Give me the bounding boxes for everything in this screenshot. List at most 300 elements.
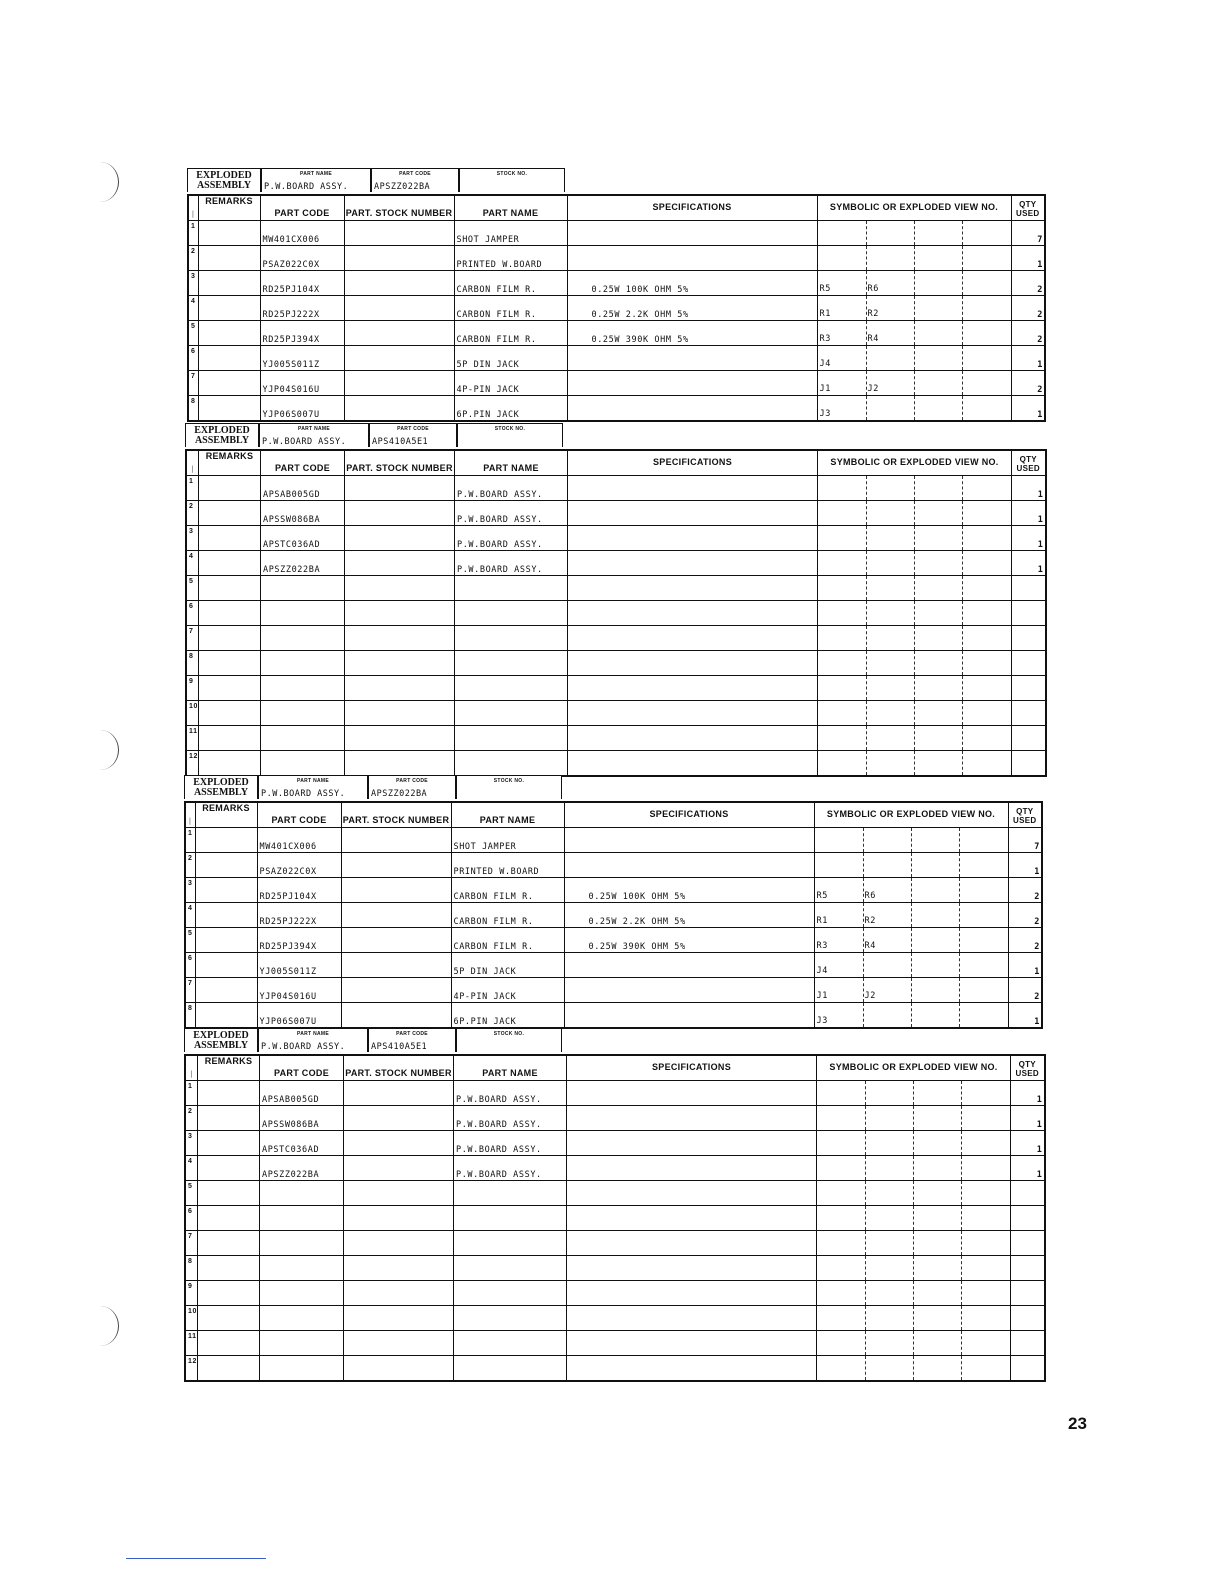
assembly-part-name: P.W.BOARD ASSY. [261,789,346,799]
table-row [185,903,1042,928]
part-stock-number-cell [345,651,455,676]
symbol-ref-2: R4 [864,941,876,951]
part-code-header-label: PART CODE [396,778,428,784]
symbolic-view-header: SYMBOLIC OR EXPLODED VIEW NO. [818,450,1012,476]
symbol-ref-1: R5 [819,284,831,294]
symbolic-cell [817,246,1011,271]
symbolic-cell [817,1106,1011,1131]
symbol-ref-2: R6 [867,284,879,294]
assembly-stock-no-cell [456,1028,562,1052]
assembly-header [187,168,1046,194]
part-code-cell: RD25PJ222X [257,903,341,928]
specifications-cell [568,676,818,701]
remarks-cell [198,1281,260,1306]
qty-used-cell [1012,601,1046,626]
part-code-cell: APSAB005GD [261,476,345,501]
part-name-cell [454,1356,567,1382]
table-row [186,501,1046,526]
qty-label: QTY [1016,807,1034,816]
item-number: 4 [185,1156,198,1181]
exploded-assembly-cell [184,1028,258,1052]
assembly-stock-no-cell [457,423,563,447]
specifications-cell [564,978,814,1003]
item-number: 1 [185,828,195,853]
part-name-cell [455,651,568,676]
part-stock-number-cell [345,751,455,777]
part-stock-number-cell [345,526,455,551]
exploded-assembly-cell [187,168,261,192]
remarks-cell [199,751,261,777]
symbolic-cell [817,1156,1011,1181]
part-name-cell [454,1206,567,1231]
part-code-cell: APSAB005GD [260,1081,344,1106]
qty-used-cell [1012,576,1046,601]
part-name-cell: SHOT JAMPER [451,828,564,853]
symbolic-cell [814,878,1008,903]
item-number: 5 [185,928,195,953]
specifications-cell [567,1256,817,1281]
part-name-header: PART NAME [454,195,567,221]
assembly-part-name: P.W.BOARD ASSY. [261,1042,346,1052]
symbolic-cell [817,1356,1011,1382]
part-code-cell [260,1231,344,1256]
part-name-cell: CARBON FILM R. [454,296,567,321]
part-name-cell: CARBON FILM R. [454,271,567,296]
table-row [188,371,1045,396]
part-name-cell: PRINTED W.BOARD [451,853,564,878]
table-row [185,1206,1045,1231]
qty-used-cell: 1 [1011,346,1045,371]
remarks-cell [198,1081,260,1106]
stock-no-header-label: STOCK NO. [493,778,525,784]
qty-used-cell: 1 [1011,1156,1045,1181]
qty-used-cell: 2 [1011,371,1045,396]
qty-used-cell [1011,1281,1045,1306]
table-row [185,953,1042,978]
item-number: 5 [185,1181,198,1206]
assembly-part-code: APSZZ022BA [371,789,428,799]
qty-used-cell: 2 [1008,903,1042,928]
qty-used-cell: 1 [1011,1106,1045,1131]
part-stock-number-cell [344,1106,454,1131]
assembly-part-code-cell [371,168,459,192]
part-code-cell: YJP06S007U [257,1003,341,1029]
item-number: 2 [188,246,198,271]
table-row [185,1003,1042,1029]
specifications-cell [567,1206,817,1231]
symbolic-cell [817,1281,1011,1306]
part-name-header-label: PART NAME [299,171,333,177]
table-row [185,1331,1045,1356]
part-name-cell: 4P-PIN JACK [451,978,564,1003]
item-number: 8 [185,1256,198,1281]
part-stock-number-cell [344,396,454,422]
specifications-cell [568,726,818,751]
part-name-header-label: PART NAME [297,426,331,432]
part-stock-number-cell [344,1156,454,1181]
part-stock-number-cell [344,1206,454,1231]
qty-used-cell: 2 [1008,878,1042,903]
symbolic-cell [817,1231,1011,1256]
table-row [186,726,1046,751]
symbolic-view-header: SYMBOLIC OR EXPLODED VIEW NO. [817,1055,1011,1081]
part-code-cell: RD25PJ394X [257,928,341,953]
part-stock-number-header: PART. STOCK NUMBER [341,802,451,828]
item-number: 2 [186,501,199,526]
table-row [186,476,1046,501]
parts-block [184,1028,1046,1382]
footer-rule [126,1558,266,1559]
remarks-cell [195,903,257,928]
symbolic-cell [817,271,1011,296]
qty-used-cell [1012,626,1046,651]
part-name-cell: P.W.BOARD ASSY. [454,1131,567,1156]
remarks-cell [198,1331,260,1356]
part-code-header-label: PART CODE [397,426,429,432]
part-name-cell: CARBON FILM R. [451,878,564,903]
exploded-label: EXPLODED [193,1030,249,1041]
table-row [185,928,1042,953]
assembly-label: ASSEMBLY [193,1040,249,1051]
specifications-cell [568,576,818,601]
specifications-cell [568,626,818,651]
part-name-cell [455,751,568,777]
item-number: 12 [186,751,199,777]
item-number: 3 [185,1131,198,1156]
item-number: 3 [186,526,199,551]
symbol-ref-1: J1 [819,384,831,394]
item-number: 6 [188,346,198,371]
table-row [186,751,1046,777]
part-code-cell [261,601,345,626]
assembly-part-code-cell [368,775,456,799]
stock-no-header-label: STOCK NO. [493,1031,525,1037]
table-header-row [188,195,1045,221]
part-stock-number-cell [344,246,454,271]
specifications-cell [567,1356,817,1382]
remarks-header: REMARKS [198,1055,260,1081]
specifications-cell [568,751,818,777]
part-code-header: PART CODE [260,1055,344,1081]
remarks-header: REMARKS [195,802,257,828]
item-number: 11 [185,1331,198,1356]
specifications-cell [564,953,814,978]
remarks-cell [199,501,261,526]
symbolic-cell [814,953,1008,978]
symbolic-view-header: SYMBOLIC OR EXPLODED VIEW NO. [814,802,1008,828]
qty-used-cell: 1 [1008,1003,1042,1029]
part-stock-number-cell [344,296,454,321]
part-name-cell [454,1306,567,1331]
part-code-cell [261,701,345,726]
part-code-cell [260,1356,344,1382]
table-row [188,321,1045,346]
page-number: 23 [1068,1414,1087,1433]
exploded-label: EXPLODED [196,170,252,181]
specifications-cell [567,371,817,396]
part-stock-number-cell [344,371,454,396]
assembly-part-name-cell [259,423,369,447]
remarks-cell [198,271,260,296]
assembly-stock-no-cell [459,168,565,192]
part-name-cell [455,576,568,601]
part-code-cell: MW401CX006 [257,828,341,853]
symbolic-cell [817,221,1011,246]
item-number: 3 [185,878,195,903]
item-number: 3 [188,271,198,296]
qty-used-cell [1011,1331,1045,1356]
parts-table [187,194,1046,422]
part-stock-number-cell [344,1081,454,1106]
part-stock-number-cell [344,221,454,246]
item-number: 8 [188,396,198,422]
specifications-cell [568,651,818,676]
specifications-cell [568,526,818,551]
symbolic-cell [817,396,1011,422]
part-name-cell: 4P-PIN JACK [454,371,567,396]
table-row [188,221,1045,246]
exploded-assembly-cell [184,775,258,799]
part-code-cell [261,751,345,777]
item-number: 6 [185,953,195,978]
part-code-cell: YJP04S016U [257,978,341,1003]
remarks-cell [198,1106,260,1131]
part-code-cell: APSZZ022BA [261,551,345,576]
table-header-row [185,802,1042,828]
part-code-cell: YJ005S011Z [260,346,344,371]
qty-used-header [1011,1055,1045,1081]
symbol-ref-1: R1 [819,309,831,319]
symbolic-cell [818,651,1012,676]
part-stock-number-cell [345,501,455,526]
part-name-cell [454,1181,567,1206]
symbol-ref-1: J3 [819,409,831,419]
specifications-cell [568,551,818,576]
symbol-ref-2: R4 [867,334,879,344]
table-row [186,576,1046,601]
part-stock-number-cell [344,1356,454,1382]
part-stock-number-cell [341,978,451,1003]
assembly-part-code: APS410A5E1 [372,437,429,447]
remarks-cell [198,1306,260,1331]
table-row [185,1181,1045,1206]
item-number: 7 [186,626,199,651]
parts-block [184,775,1043,1029]
symbolic-cell [814,978,1008,1003]
part-name-cell [455,726,568,751]
exploded-assembly-label [185,1031,257,1051]
assembly-label: ASSEMBLY [193,787,249,798]
qty-used-cell: 7 [1011,221,1045,246]
part-name-cell [455,626,568,651]
remarks-cell [198,346,260,371]
item-number: 6 [186,601,199,626]
item-number: 10 [185,1306,198,1331]
exploded-label: EXPLODED [193,777,249,788]
specifications-cell [568,601,818,626]
qty-used-cell [1011,1231,1045,1256]
remarks-cell [198,321,260,346]
part-stock-number-cell [344,1256,454,1281]
item-number: 5 [188,321,198,346]
part-name-cell [455,676,568,701]
remarks-cell [198,371,260,396]
part-code-cell: RD25PJ394X [260,321,344,346]
part-code-cell [260,1206,344,1231]
assembly-part-name: P.W.BOARD ASSY. [264,182,349,192]
symbolic-cell [817,321,1011,346]
table-row [185,853,1042,878]
specifications-cell [567,246,817,271]
part-code-cell [260,1306,344,1331]
assembly-part-name-cell [258,1028,368,1052]
item-number: 4 [186,551,199,576]
parts-block [185,423,1047,777]
part-code-header: PART CODE [260,195,344,221]
part-stock-number-header: PART. STOCK NUMBER [344,195,454,221]
part-code-cell: RD25PJ104X [260,271,344,296]
part-name-cell: P.W.BOARD ASSY. [454,1081,567,1106]
part-code-cell: YJ005S011Z [257,953,341,978]
symbol-ref-2: R2 [867,309,879,319]
assembly-label: ASSEMBLY [194,435,250,446]
specifications-cell [568,701,818,726]
symbol-ref-1: J3 [816,1016,828,1026]
remarks-cell [195,928,257,953]
symbolic-cell [814,928,1008,953]
part-stock-number-cell [341,953,451,978]
specifications-cell [568,476,818,501]
table-row [188,296,1045,321]
symbolic-cell [818,551,1012,576]
symbolic-cell [814,903,1008,928]
remarks-cell [195,978,257,1003]
symbol-ref-1: J1 [816,991,828,1001]
assembly-part-code: APSZZ022BA [374,182,431,192]
used-label: USED [1013,816,1037,825]
part-code-header: PART CODE [261,450,345,476]
part-name-header: PART NAME [455,450,568,476]
stock-no-header-label: STOCK NO. [494,426,526,432]
symbol-ref-1: R5 [816,891,828,901]
item-number-header: │ [185,1055,198,1081]
specifications-cell: 0.25W 100K OHM 5% [564,878,814,903]
part-code-cell [261,626,345,651]
table-row [185,1281,1045,1306]
table-row [185,1231,1045,1256]
item-number: 4 [188,296,198,321]
symbol-ref-1: R1 [816,916,828,926]
part-stock-number-cell [345,626,455,651]
table-row [188,246,1045,271]
symbolic-cell [818,626,1012,651]
table-row [185,1256,1045,1281]
qty-label: QTY [1019,455,1037,464]
remarks-cell [195,828,257,853]
symbolic-cell [817,1181,1011,1206]
table-row [186,526,1046,551]
item-number: 1 [185,1081,198,1106]
part-stock-number-header: PART. STOCK NUMBER [344,1055,454,1081]
item-number: 11 [186,726,199,751]
item-number: 7 [185,1231,198,1256]
specifications-cell: 0.25W 2.2K OHM 5% [564,903,814,928]
part-code-cell [260,1281,344,1306]
item-number: 12 [185,1356,198,1382]
part-stock-number-cell [344,1231,454,1256]
part-name-header: PART NAME [454,1055,567,1081]
part-stock-number-cell [344,1131,454,1156]
part-stock-number-cell [345,701,455,726]
specifications-cell [567,1306,817,1331]
symbolic-cell [817,1256,1011,1281]
part-stock-number-cell [341,878,451,903]
part-code-cell: YJP06S007U [260,396,344,422]
symbolic-cell [818,576,1012,601]
part-name-cell: P.W.BOARD ASSY. [455,551,568,576]
table-row [185,1106,1045,1131]
table-row [185,1356,1045,1382]
remarks-cell [199,576,261,601]
binder-hole [82,1306,119,1346]
symbol-ref-2: J2 [867,384,879,394]
part-code-cell: APSZZ022BA [260,1156,344,1181]
qty-used-cell: 1 [1008,953,1042,978]
part-stock-number-header: PART. STOCK NUMBER [345,450,455,476]
specifications-header: SPECIFICATIONS [567,1055,817,1081]
part-stock-number-cell [344,1181,454,1206]
qty-used-cell: 7 [1008,828,1042,853]
part-code-header-label: PART CODE [399,171,431,177]
table-row [186,651,1046,676]
symbolic-cell [818,701,1012,726]
symbol-ref-2: R6 [864,891,876,901]
specifications-cell [567,396,817,422]
part-stock-number-cell [344,271,454,296]
remarks-cell [198,246,260,271]
part-name-cell [454,1256,567,1281]
part-code-cell [260,1256,344,1281]
item-number-header: │ [188,195,198,221]
qty-used-cell: 1 [1011,396,1045,422]
table-row [185,828,1042,853]
part-name-cell: P.W.BOARD ASSY. [454,1156,567,1181]
symbolic-cell [817,1081,1011,1106]
symbol-ref-1: J4 [816,966,828,976]
part-name-cell [455,701,568,726]
symbolic-cell [818,726,1012,751]
qty-used-cell [1011,1181,1045,1206]
qty-used-cell: 1 [1011,1081,1045,1106]
part-stock-number-cell [345,576,455,601]
specifications-cell [564,828,814,853]
assembly-label: ASSEMBLY [196,180,252,191]
table-header-row [186,450,1046,476]
part-code-cell: APSTC036AD [261,526,345,551]
part-code-cell [261,651,345,676]
remarks-header: REMARKS [199,450,261,476]
item-number: 9 [186,676,199,701]
item-number: 6 [185,1206,198,1231]
table-row [186,601,1046,626]
remarks-cell [198,1156,260,1181]
part-name-cell: 5P DIN JACK [451,953,564,978]
part-stock-number-cell [344,346,454,371]
specifications-header: SPECIFICATIONS [568,450,818,476]
part-stock-number-cell [341,903,451,928]
qty-used-cell: 1 [1008,853,1042,878]
qty-used-cell: 2 [1008,978,1042,1003]
